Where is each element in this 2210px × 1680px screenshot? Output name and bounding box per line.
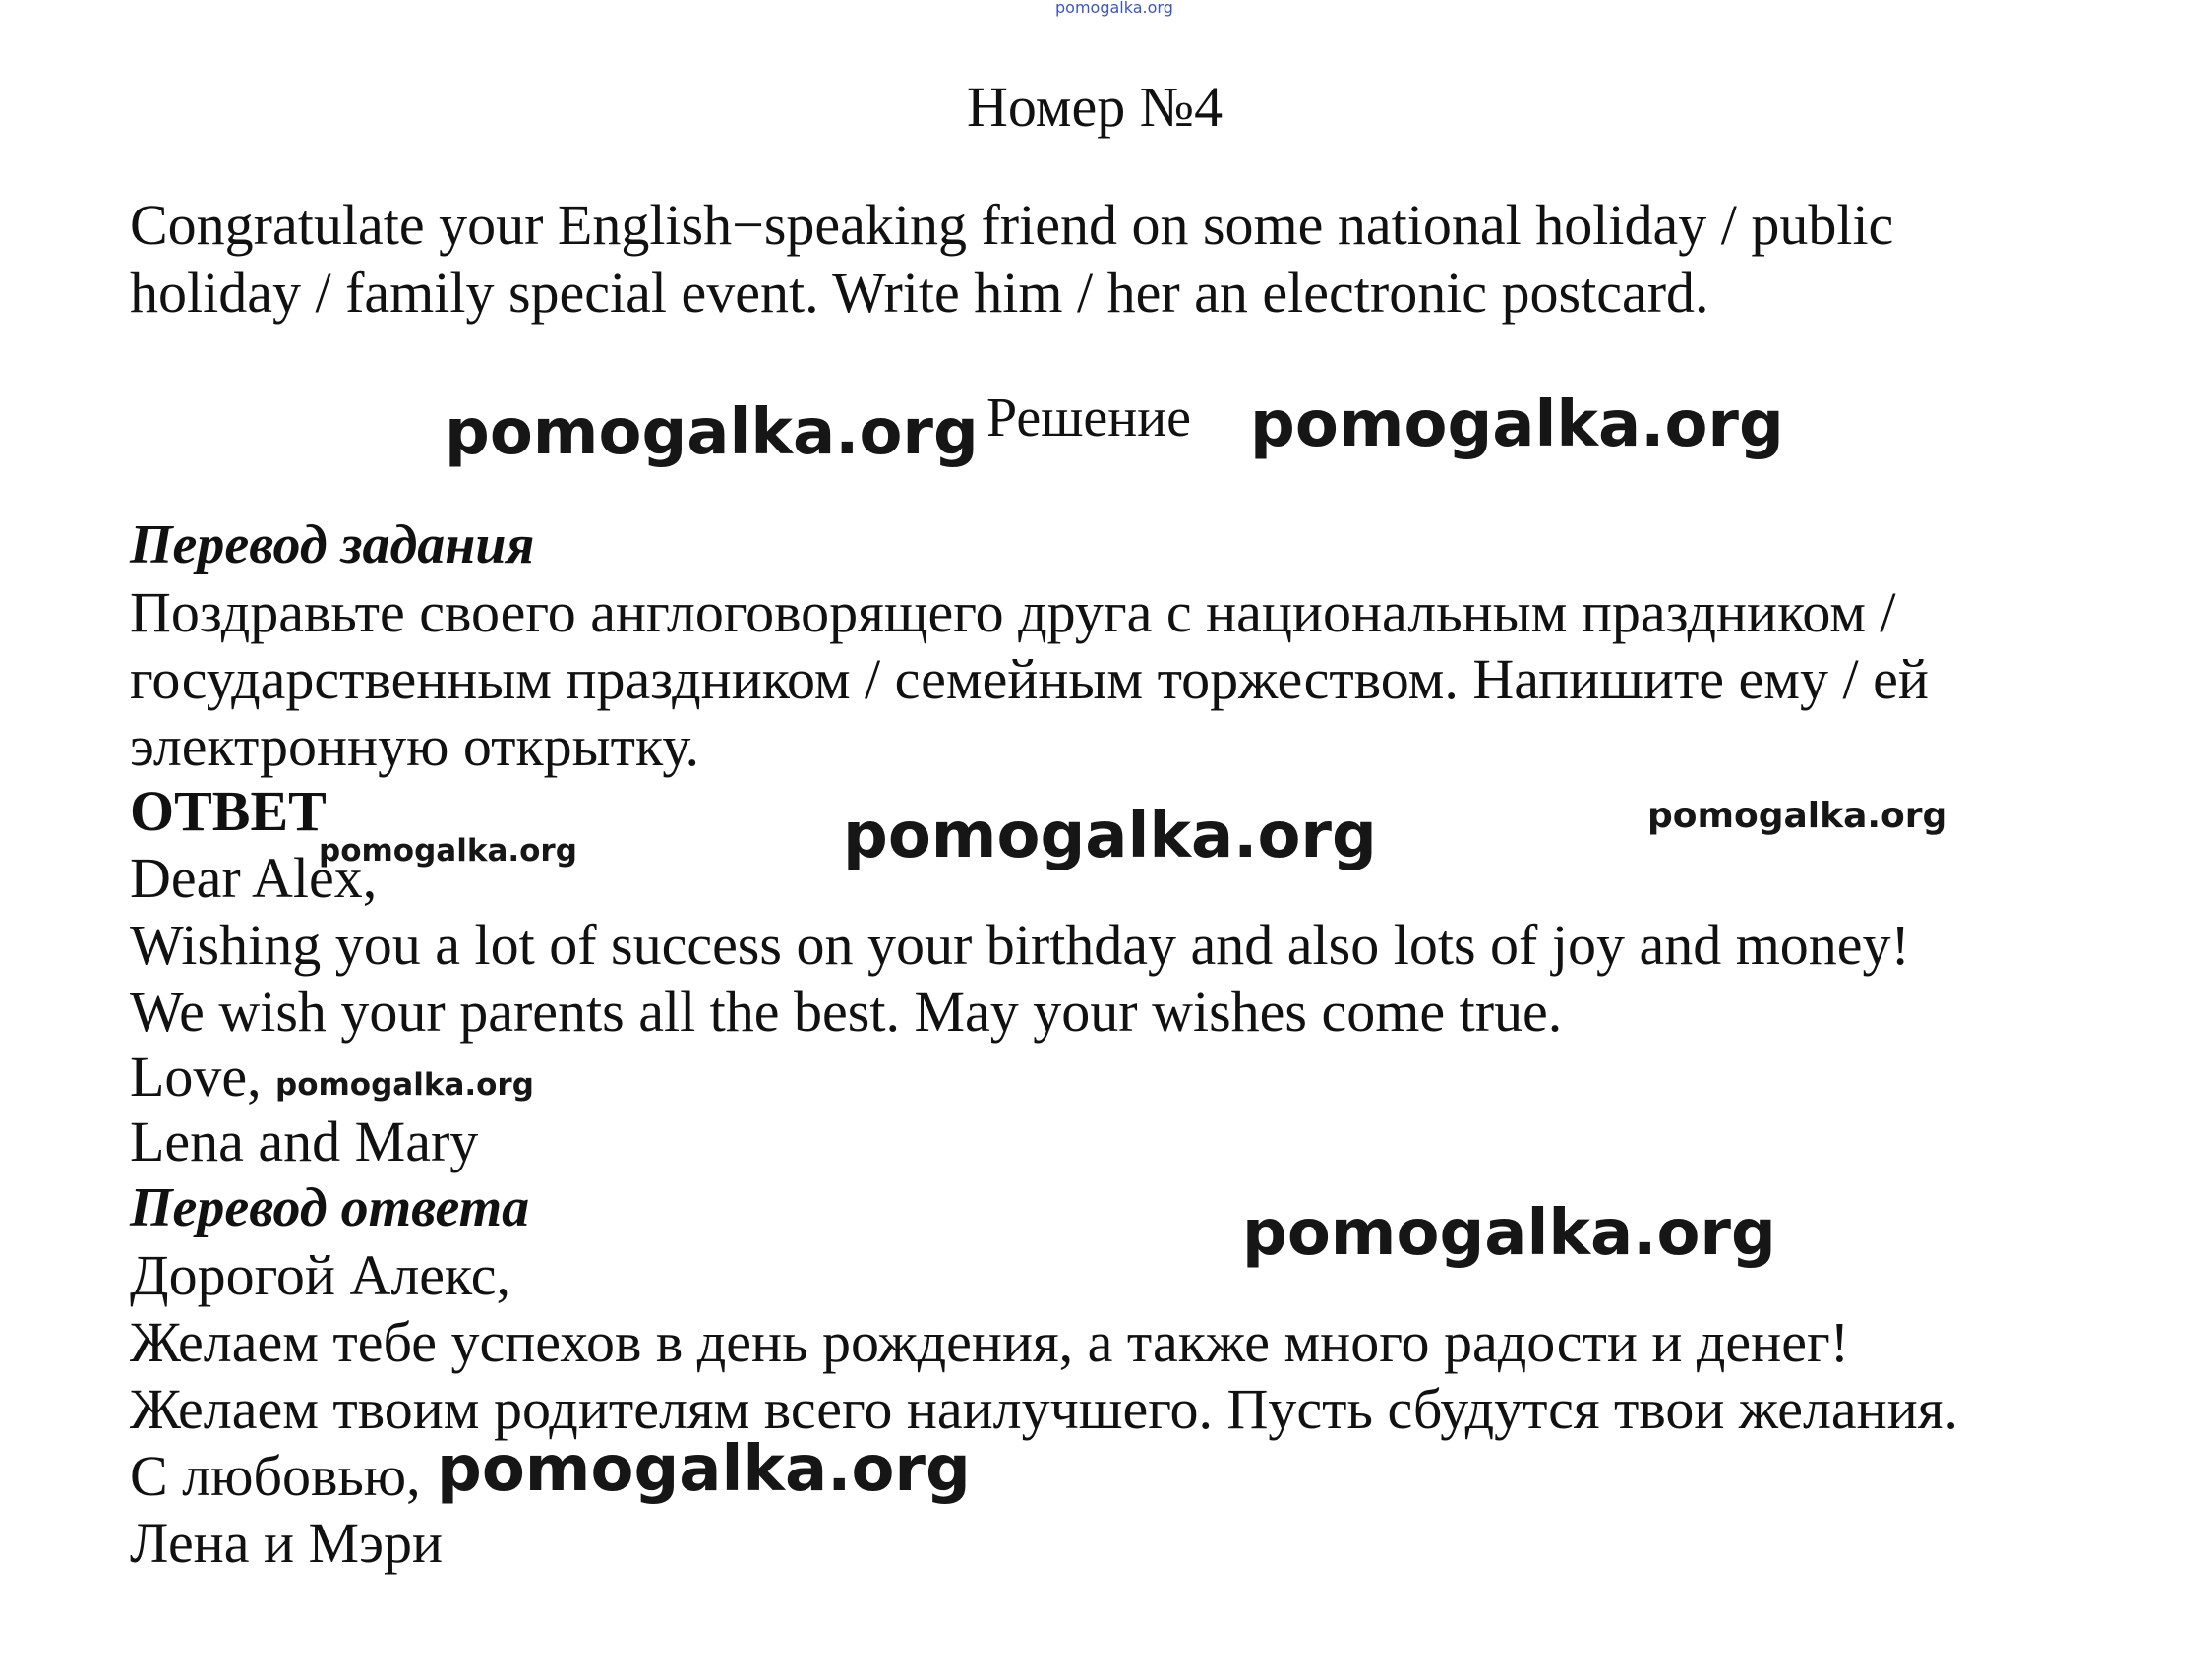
task-line-2: holiday / family special event. Write him / her an electronic postcard. bbox=[130, 261, 1709, 325]
answer-translation-closing: С любовью, bbox=[130, 1444, 421, 1508]
watermark: pomogalka.org bbox=[275, 1067, 534, 1103]
translation-heading: Перевод задания bbox=[130, 514, 535, 575]
watermark: pomogalka.org bbox=[1242, 1197, 1776, 1270]
answer-line-1: Wishing you a lot of success on your birthday and also lots of joy and money! bbox=[130, 913, 1910, 977]
answer-heading: ОТВЕТ bbox=[130, 779, 327, 843]
watermark: pomogalka.org bbox=[445, 396, 979, 469]
watermark: pomogalka.org bbox=[437, 1433, 971, 1506]
answer-signature: Lena and Mary bbox=[130, 1110, 479, 1173]
translation-line-1: Поздравьте своего англоговорящего друга с национальным праздником / bbox=[130, 580, 1896, 644]
watermark: pomogalka.org bbox=[1250, 389, 1784, 461]
watermark: pomogalka.org bbox=[319, 833, 577, 869]
solution-label: Решение bbox=[986, 388, 1192, 449]
watermark: pomogalka.org bbox=[843, 800, 1377, 872]
answer-closing: Love, bbox=[130, 1045, 262, 1109]
answer-line-2: We wish your parents all the best. May your wishes come true. bbox=[130, 980, 1563, 1044]
translation-line-2: государственным праздником / семейным торжеством. Напишите ему / ей bbox=[130, 647, 1929, 711]
answer-greeting: Dear Alex, bbox=[130, 846, 378, 910]
answer-translation-greeting: Дорогой Алекс, bbox=[130, 1243, 510, 1307]
answer-translation-heading: Перевод ответа bbox=[130, 1177, 530, 1238]
answer-translation-signature: Лена и Мэри bbox=[130, 1511, 444, 1575]
watermark: pomogalka.org bbox=[1647, 796, 1948, 836]
translation-line-3: электронную открытку. bbox=[130, 714, 700, 778]
task-line-1: Congratulate your English−speaking friend on some national holiday / public bbox=[130, 193, 1894, 257]
top-watermark: pomogalka.org bbox=[1055, 0, 1173, 17]
answer-translation-line-2: Желаем твоим родителям всего наилучшего. Пусть сбудутся твои желания. bbox=[130, 1377, 1958, 1441]
answer-translation-line-1: Желаем тебе успехов в день рождения, а также много радости и денег! bbox=[130, 1310, 1850, 1374]
page-title: Номер №4 bbox=[967, 75, 1224, 139]
